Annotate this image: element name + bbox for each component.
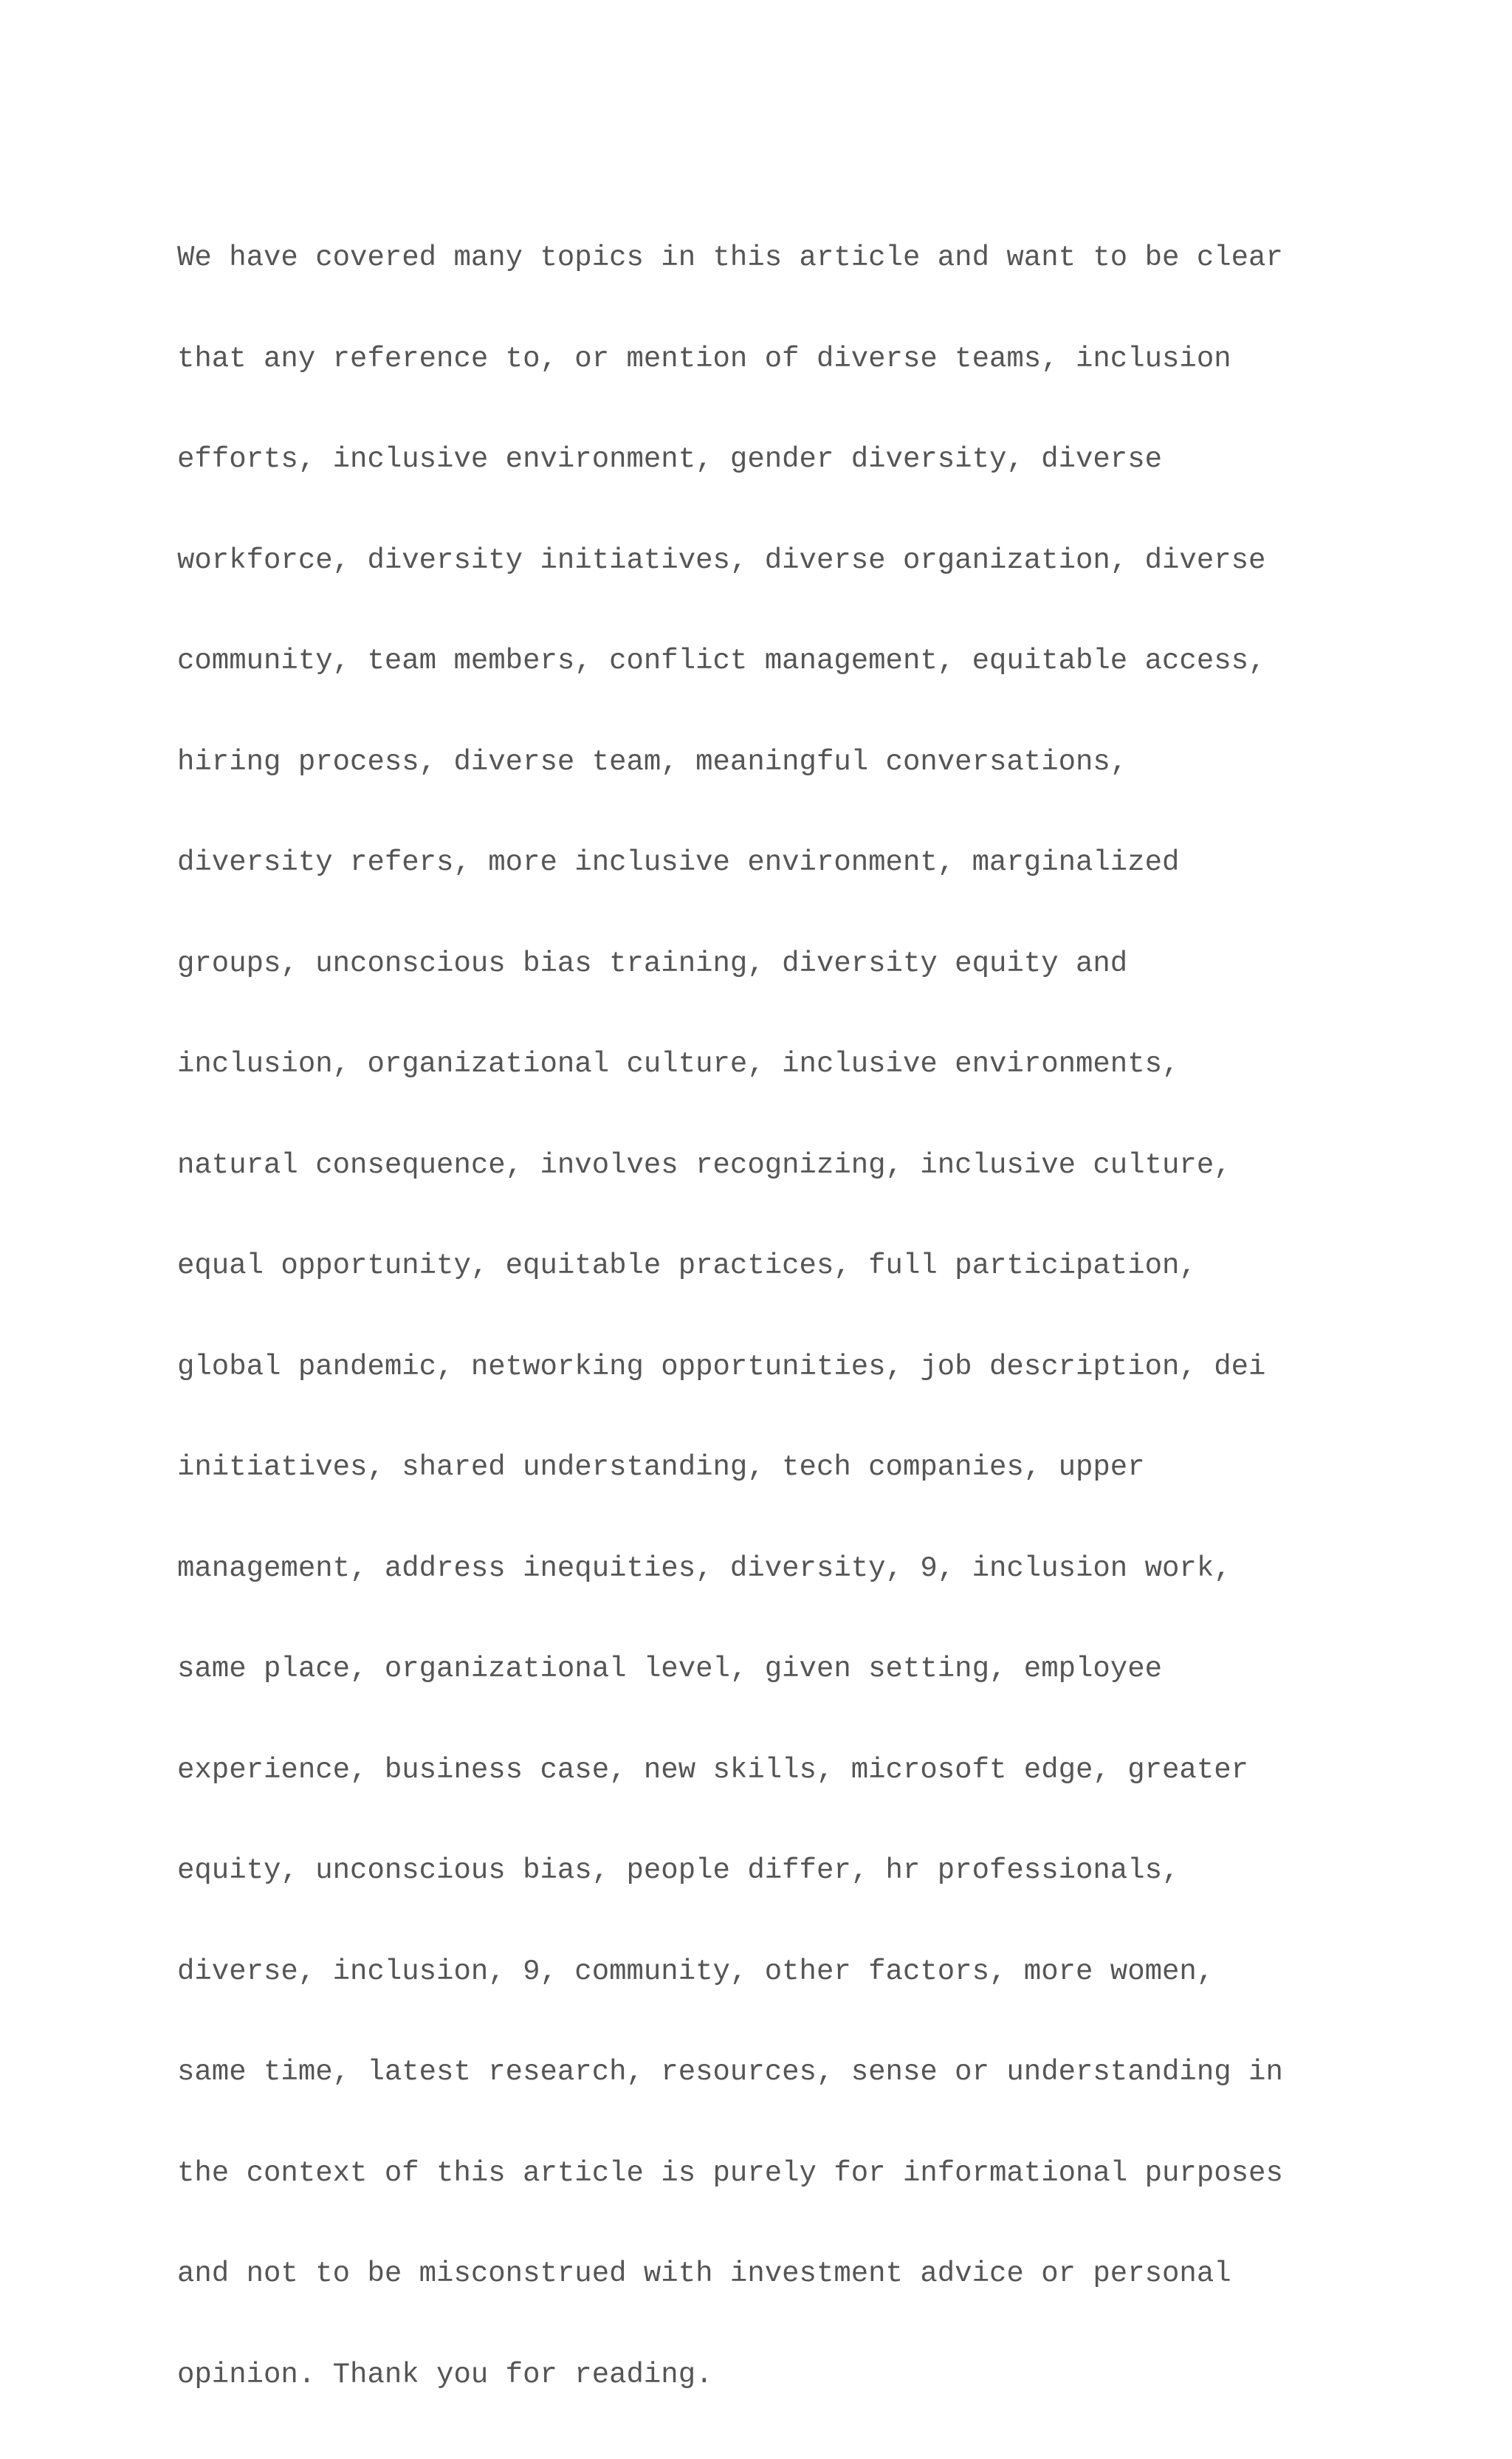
- text-line: global pandemic, networking opportunities, job description, dei: [177, 1350, 1266, 1383]
- disclaimer-paragraph: [177, 174, 1358, 2459]
- text-line: diversity refers, more inclusive environment, marginalized: [177, 846, 1180, 879]
- text-line: workforce, diversity initiatives, diverse organization, diverse: [177, 543, 1266, 577]
- text-line: equity, unconscious bias, people differ, hr professionals,: [177, 1854, 1180, 1887]
- text-line: hiring process, diverse team, meaningful conversations,: [177, 745, 1128, 778]
- text-line: natural consequence, involves recognizing, inclusive culture,: [177, 1148, 1231, 1182]
- text-line: opinion. Thank you for reading.: [177, 2358, 713, 2391]
- text-line: diverse, inclusion, 9, community, other factors, more women,: [177, 1955, 1214, 1988]
- text-line: the context of this article is purely for informational purposes: [177, 2156, 1283, 2189]
- text-line: community, team members, conflict management, equitable access,: [177, 645, 1266, 677]
- text-line: management, address inequities, diversity, 9, inclusion work,: [177, 1551, 1231, 1585]
- text-line: same time, latest research, resources, sense or understanding in: [177, 2056, 1283, 2088]
- text-line: experience, business case, new skills, microsoft edge, greater: [177, 1753, 1249, 1786]
- text-line: We have covered many topics in this article and want to be clear: [177, 241, 1283, 274]
- text-line: inclusion, organizational culture, inclusive environments,: [177, 1048, 1180, 1080]
- text-line: and not to be misconstrued with investment advice or personal: [177, 2257, 1231, 2290]
- text-line: same place, organizational level, given setting, employee: [177, 1653, 1163, 1685]
- text-line: efforts, inclusive environment, gender diversity, diverse: [177, 443, 1163, 476]
- text-line: groups, unconscious bias training, diversity equity and: [177, 947, 1128, 980]
- text-line: equal opportunity, equitable practices, full participation,: [177, 1249, 1197, 1282]
- text-line: initiatives, shared understanding, tech companies, upper: [177, 1451, 1145, 1484]
- text-line: that any reference to, or mention of diverse teams, inclusion: [177, 342, 1231, 375]
